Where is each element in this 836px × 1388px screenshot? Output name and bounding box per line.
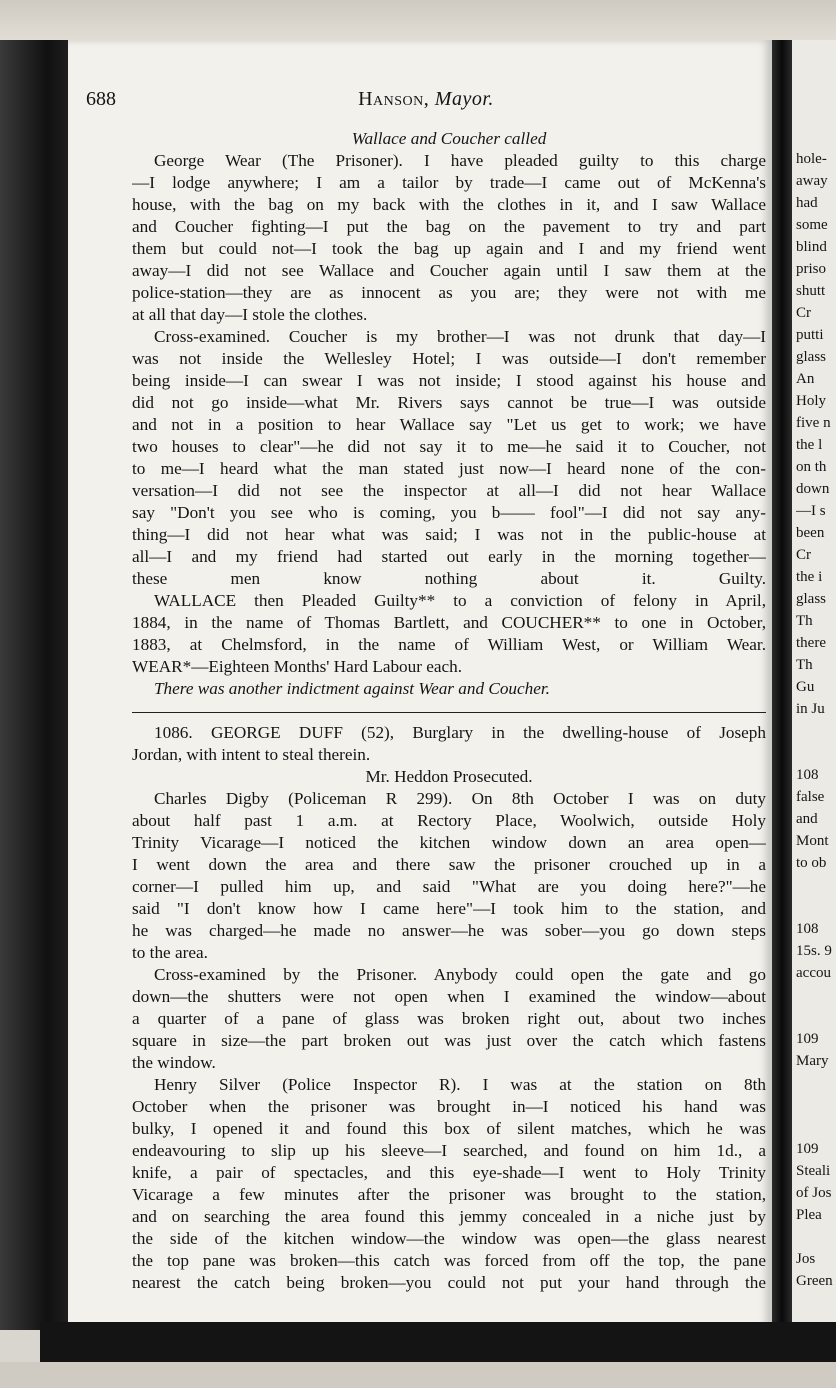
text-line: Cross-examined. Coucher is my brother—I was not drunk that day—I bbox=[154, 327, 766, 346]
text-line: all—I and my friend had started out early in the morning together— bbox=[132, 547, 766, 566]
opposite-page-line: Mary bbox=[796, 1053, 829, 1069]
text-line: was not inside the Wellesley Hotel; I was outside—I don't remember bbox=[132, 349, 766, 368]
opposite-page-line: Th bbox=[796, 657, 813, 673]
opposite-page-line: glass bbox=[796, 349, 826, 365]
opposite-page-line: down bbox=[796, 481, 830, 497]
text-line: versation—I did not see the inspector at all—I did not hear Wallace bbox=[132, 481, 766, 500]
text-line: Charles Digby (Policeman R 299). On 8th October I was on duty bbox=[154, 789, 766, 808]
text-line: Vicarage a few minutes after the prisoner was brought to the station, bbox=[132, 1185, 766, 1204]
section-rule bbox=[132, 700, 766, 722]
text-line: Mr. Heddon Prosecuted. bbox=[365, 767, 533, 786]
opposite-page-line bbox=[796, 720, 836, 742]
opposite-page-line: 15s. 9 bbox=[796, 943, 832, 959]
opposite-page-line: An bbox=[796, 371, 815, 387]
opposite-page-line: on th bbox=[796, 459, 827, 475]
text-line: Trinity Vicarage—I noticed the kitchen window down an area open— bbox=[132, 833, 766, 852]
opposite-page-line bbox=[796, 1006, 836, 1028]
text-line: house, with the bag on my back with the clothes in it, and I saw Wallace bbox=[132, 195, 766, 214]
text-line: said "I don't know how I came here"—I took him to the station, and bbox=[132, 899, 766, 918]
text-line: being inside—I can swear I was not inside; I stood against his house and bbox=[132, 371, 766, 390]
text-line: say "Don't you see who is coming, you b—— fool"—I did not say any- bbox=[132, 503, 766, 522]
text-line: at all that day—I stole the clothes. bbox=[132, 305, 368, 324]
text-line: 1884, in the name of Thomas Bartlett, and COUCHER** to one in October, bbox=[132, 613, 766, 632]
opposite-page-line bbox=[796, 742, 836, 764]
opposite-page-line: glass bbox=[796, 591, 826, 607]
opposite-page-line: five n bbox=[796, 415, 831, 431]
opposite-page-line bbox=[796, 1072, 836, 1094]
text-line: corner—I pulled him up, and said "What are you doing here?"—he bbox=[132, 877, 766, 896]
text-line: Henry Silver (Police Inspector R). I was at the station on 8th bbox=[154, 1075, 766, 1094]
opposite-page-line: to ob bbox=[796, 855, 827, 871]
text-line: down—the shutters were not open when I examined the window—about bbox=[132, 987, 766, 1006]
opposite-page-line: been bbox=[796, 525, 825, 541]
running-head bbox=[86, 88, 766, 111]
page-header bbox=[86, 88, 766, 114]
opposite-page-line: and bbox=[796, 811, 818, 827]
opposite-page-line: putti bbox=[796, 327, 824, 343]
opposite-page-line: the l bbox=[796, 437, 823, 453]
opposite-page-line: Green bbox=[796, 1273, 833, 1289]
text-line: two houses to clear"—he did not say it to me—he said it to Coucher, not bbox=[132, 437, 766, 456]
opposite-page-line: Th bbox=[796, 613, 813, 629]
text-line: to me—I heard what the man stated just now—I heard none of the con- bbox=[132, 459, 766, 478]
opposite-page-line: false bbox=[796, 789, 825, 805]
text-line: them but could not—I took the bag up again and I and my friend went bbox=[132, 239, 766, 258]
binding-shadow-left bbox=[0, 40, 68, 1330]
page-number: 688 bbox=[86, 88, 116, 110]
text-line: Jordan, with intent to steal therein. bbox=[132, 745, 371, 764]
text-line: he was charged—he made no answer—he was sober—you go down steps bbox=[132, 921, 766, 940]
opposite-page-line: had bbox=[796, 195, 818, 211]
opposite-page-line: priso bbox=[796, 261, 826, 277]
opposite-page-line: in Ju bbox=[796, 701, 825, 717]
text-line: these men know nothing about it. Guilty. bbox=[132, 569, 766, 588]
opposite-page-line: shutt bbox=[796, 283, 826, 299]
opposite-page-line bbox=[796, 984, 836, 1006]
text-line: nearest the catch being broken—you could not put your hand through the bbox=[132, 1273, 766, 1292]
text-line: the window. bbox=[132, 1053, 216, 1072]
opposite-page-line bbox=[796, 1116, 836, 1138]
text-line: Wallace and Coucher called bbox=[351, 129, 547, 148]
text-line: October when the prisoner was brought in—I noticed his hand was bbox=[132, 1097, 766, 1116]
running-head-name: Hanson, bbox=[358, 88, 430, 110]
opposite-page-line: the i bbox=[796, 569, 823, 585]
text-line: away—I did not see Wallace and Coucher again until I saw them at the bbox=[132, 261, 766, 280]
text-line: endeavouring to slip up his sleeve—I searched, and found on him 1d., a bbox=[132, 1141, 766, 1160]
text-line: Cross-examined by the Prisoner. Anybody could open the gate and go bbox=[154, 965, 766, 984]
opposite-page-line bbox=[796, 896, 836, 918]
opposite-page-line: there bbox=[796, 635, 826, 651]
opposite-page-line: Jos bbox=[796, 1251, 816, 1267]
opposite-page-line: hole- bbox=[796, 151, 827, 167]
text-line: a quarter of a pane of glass was broken right out, about two inches bbox=[132, 1009, 766, 1028]
opposite-page-line: some bbox=[796, 217, 828, 233]
text-line: George Wear (The Prisoner). I have pleaded guilty to this charge bbox=[154, 151, 766, 170]
opposite-page-line: —I s bbox=[796, 503, 826, 519]
opposite-page-line: Plea bbox=[796, 1207, 822, 1223]
text-line: and Coucher fighting—I put the bag on the pavement to try and part bbox=[132, 217, 766, 236]
text-line: 1086. GEORGE DUFF (52), Burglary in the dwelling-house of Joseph bbox=[154, 723, 766, 742]
text-line: There was another indictment against Wear and Coucher. bbox=[154, 679, 550, 698]
text-line: about half past 1 a.m. at Rectory Place, Woolwich, outside Holy bbox=[132, 811, 766, 830]
text-line: bulky, I opened it and found this box of silent matches, which he was bbox=[132, 1119, 766, 1138]
text-line: —I lodge anywhere; I am a tailor by trade—I came out of McKenna's bbox=[132, 173, 766, 192]
opposite-page-line bbox=[796, 1094, 836, 1116]
opposite-page-line: 109 bbox=[796, 1031, 819, 1047]
opposite-page-line: 108 bbox=[796, 767, 819, 783]
opposite-page-line: blind bbox=[796, 239, 827, 255]
opposite-page-line bbox=[796, 1226, 836, 1248]
opposite-page-line: Holy bbox=[796, 393, 826, 409]
text-line: square in size—the part broken out was just over the catch which fastens bbox=[132, 1031, 766, 1050]
text-line: did not go inside—what Mr. Rivers says cannot be true—I was outside bbox=[132, 393, 766, 412]
running-head-title: Mayor. bbox=[434, 88, 494, 110]
body-text bbox=[132, 128, 766, 1294]
scan-bottom-margin bbox=[0, 1362, 836, 1388]
text-line: the top pane was broken—this catch was forced from off the top, the pane bbox=[132, 1251, 766, 1270]
opposite-page-line bbox=[796, 874, 836, 896]
opposite-page-line: Steali bbox=[796, 1163, 831, 1179]
text-line: police-station—they are as innocent as you are; they were not with me bbox=[132, 283, 766, 302]
book-gutter bbox=[772, 40, 792, 1330]
text-line: thing—I did not hear what was said; I was not in the public-house at bbox=[132, 525, 766, 544]
text-line: knife, a pair of spectacles, and this eye-shade—I went to Holy Trinity bbox=[132, 1163, 766, 1182]
opposite-page-line: Cr bbox=[796, 547, 811, 563]
text-line: 1883, at Chelmsford, in the name of William West, or William Wear. bbox=[132, 635, 766, 654]
opposite-page-line: Mont bbox=[796, 833, 829, 849]
opposite-page-line: away bbox=[796, 173, 828, 189]
opposite-page-line: Gu bbox=[796, 679, 815, 695]
text-line: the side of the kitchen window—the window was open—the glass nearest bbox=[132, 1229, 766, 1248]
text-line: and on searching the area found this jemmy concealed in a niche just by bbox=[132, 1207, 766, 1226]
text-line: WEAR*—Eighteen Months' Hard Labour each. bbox=[132, 657, 463, 676]
opposite-page-line: of Jos bbox=[796, 1185, 832, 1201]
text-line: WALLACE then Pleaded Guilty** to a conviction of felony in April, bbox=[154, 591, 766, 610]
opposite-page-line: 109 bbox=[796, 1141, 819, 1157]
text-line: to the area. bbox=[132, 943, 208, 962]
opposite-page-text bbox=[796, 148, 836, 1292]
opposite-page-line: Cr bbox=[796, 305, 811, 321]
text-line: and not in a position to hear Wallace say "Let us get to work; we have bbox=[132, 415, 766, 434]
opposite-page-line: 108 bbox=[796, 921, 819, 937]
opposite-page-line: accou bbox=[796, 965, 831, 981]
text-line: I went down the area and there saw the prisoner crouched up in a bbox=[132, 855, 766, 874]
